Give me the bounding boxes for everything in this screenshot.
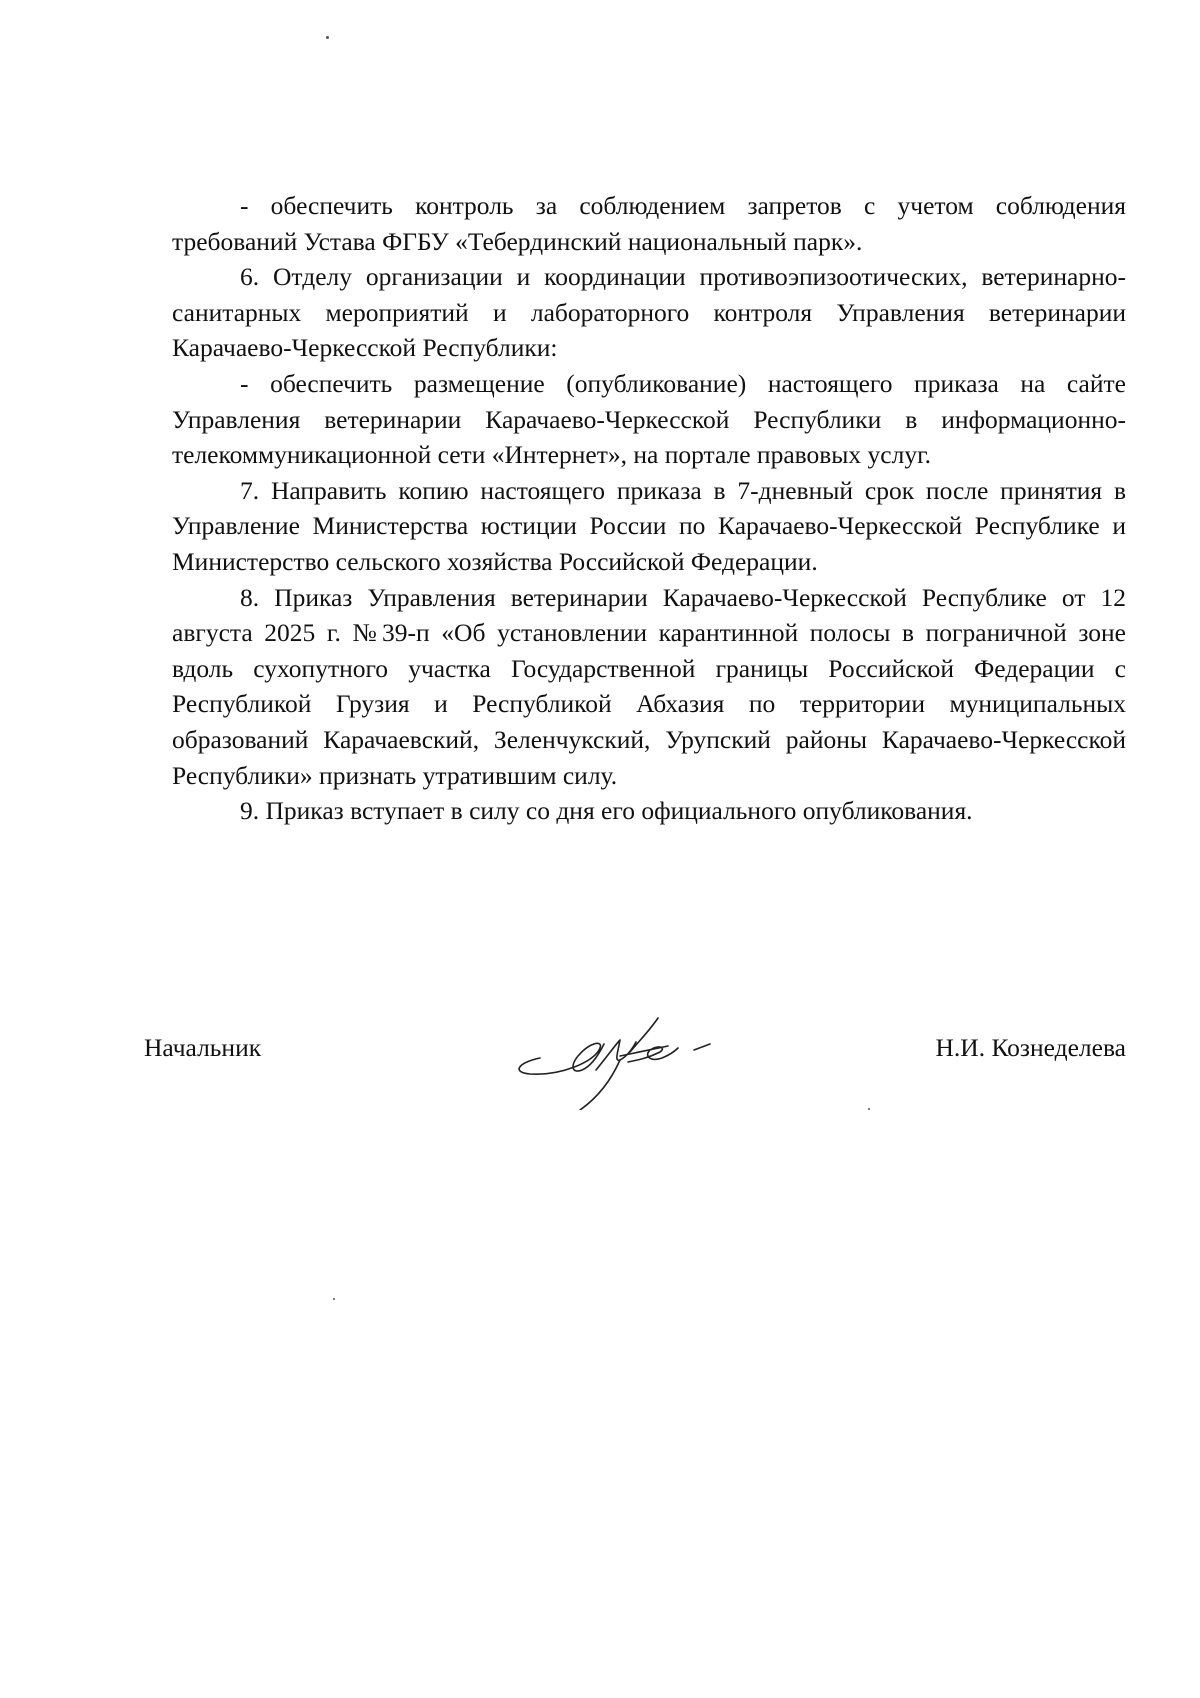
signer-position: Начальник: [144, 1033, 262, 1062]
paragraph-item-9: 9. Приказ вступает в силу со дня его официального опубликования.: [240, 796, 973, 826]
paragraph-item-8: 8. Приказ Управления ветеринарии Карачаево-Черкесской Республике от 12 августа 2025 г. №39-п «Об установлении карантинной полосы в пограничной зоне вдоль сухопутного участка Государственной границы Российской Федерации с Республикой Грузия и Республикой Абхазия по территории муниципальных образований Карачаевский, Зеленчукский, Урупский районы Карачаево-Черкесской Республики» признать утратившим силу.: [172, 582, 1126, 790]
scan-speck: [326, 36, 329, 39]
paragraph-publication: - обеспечить размещение (опубликование) настоящего приказа на сайте Управления ветеринарии Карачаево-Черкесской Республики в информационно-телекоммуникационной сети «Интернет», на портале правовых услуг.: [172, 368, 1126, 470]
paragraph-item-7: 7. Направить копию настоящего приказа в 7-дневный срок после принятия в Управление Министерства юстиции России по Карачаево-Черкесской Республике и Министерство сельского хозяйства Российской Федерации.: [172, 475, 1126, 576]
scan-speck: [333, 1298, 335, 1300]
signature-block: [0, 1000, 1200, 1120]
signer-name: Н.И. Кознеделева: [935, 1033, 1126, 1062]
handwritten-signature-icon: [500, 1000, 740, 1110]
paragraph-control-bans: - обеспечить контроль за соблюдением запретов с учетом соблюдения требований Устава ФГБУ «Тебердинский национальный парк».: [172, 191, 1126, 256]
paragraph-item-6: 6. Отделу организации и координации противоэпизоотических, ветеринарно-санитарных мероприятий и лабораторного контроля Управления ветеринарии Карачаево-Черкесской Республики:: [172, 262, 1126, 363]
document-body: [172, 188, 1126, 829]
